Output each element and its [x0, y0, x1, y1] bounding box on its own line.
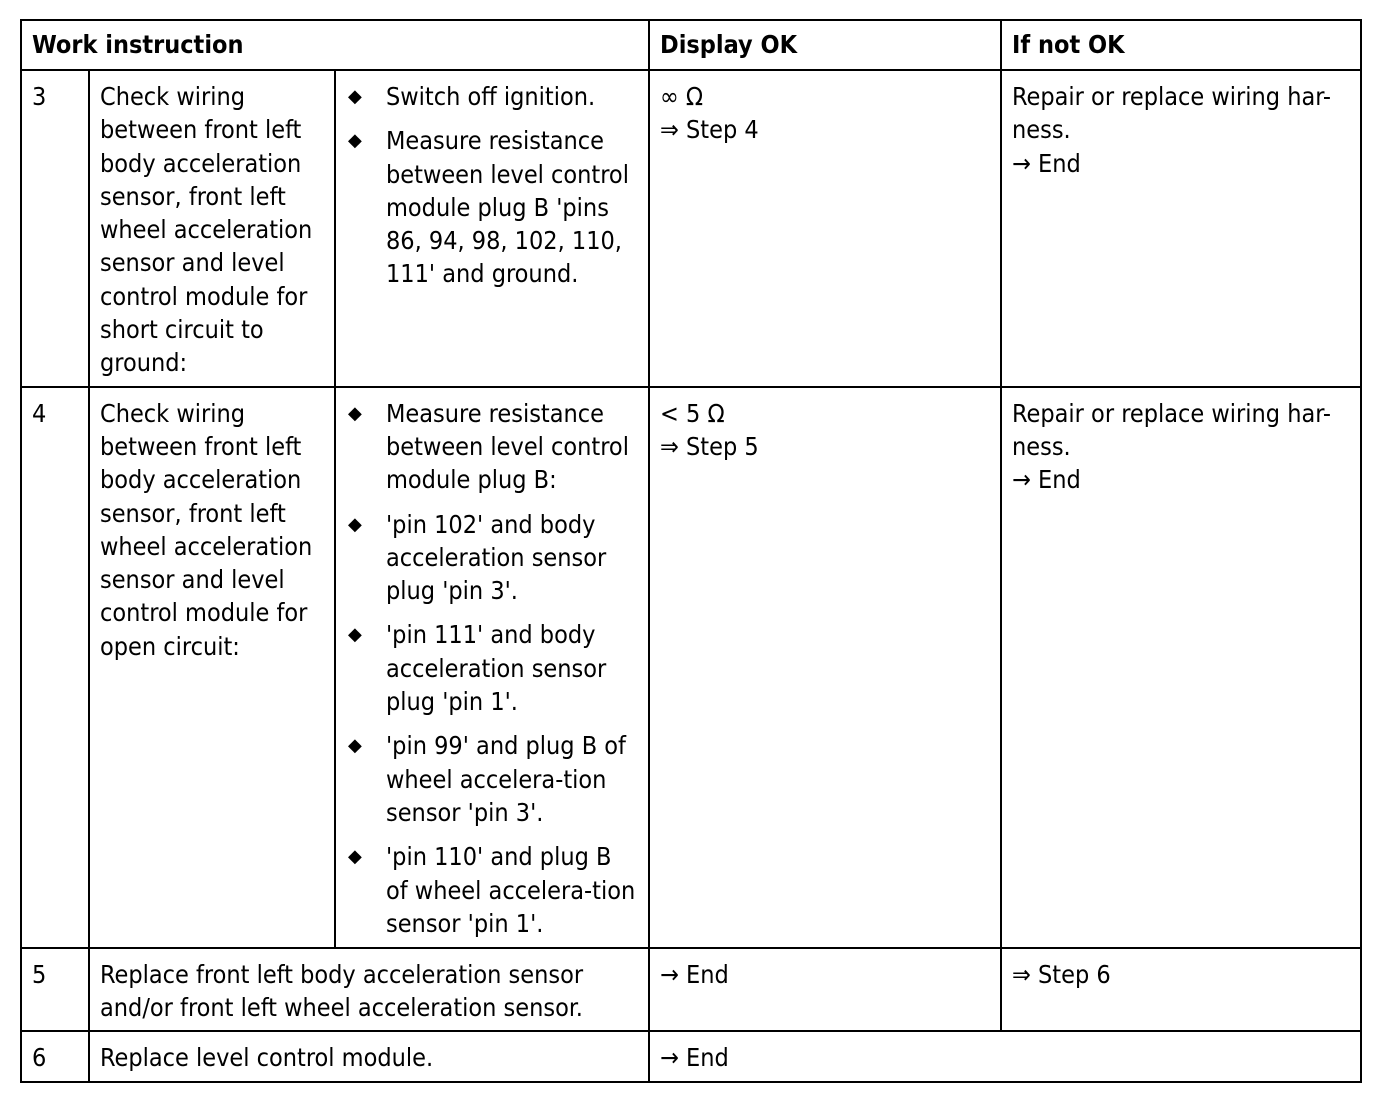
- work-instruction-table: [20, 19, 1362, 1083]
- table-row-step-3: [21, 70, 1361, 387]
- table-row-step-4: [21, 387, 1361, 948]
- header-display-ok: Display OK: [649, 20, 1001, 70]
- list-item: [346, 729, 638, 829]
- header-if-not-ok: If not OK: [1001, 20, 1361, 70]
- diamond-bullet-icon: ◆: [348, 130, 362, 152]
- step-instruction: Replace front left body acceleration sensor and/or front left wheel acceleration sensor.: [89, 948, 649, 1032]
- if-not-ok-next: → End: [1012, 465, 1081, 495]
- list-item: [346, 840, 638, 940]
- display-ok-value: < 5 Ω: [660, 398, 725, 428]
- diamond-bullet-icon: ◆: [348, 846, 362, 868]
- table-header-row: [21, 20, 1361, 70]
- diamond-bullet-icon: ◆: [348, 86, 362, 107]
- action-text: Measure resistance between level control module plug B:: [386, 398, 629, 495]
- action-list: [346, 397, 638, 940]
- list-item: [346, 80, 638, 113]
- action-text: 'pin 102' and body acceleration sensor plug 'pin 3'.: [386, 509, 607, 606]
- if-not-ok-action: Repair or replace wiring har-ness.: [1012, 398, 1332, 461]
- header-work-instruction: Work instruction: [21, 20, 649, 70]
- diamond-bullet-icon: ◆: [348, 402, 362, 424]
- table-row-step-5: [21, 948, 1361, 1032]
- if-not-ok-cell: [1001, 70, 1361, 387]
- action-text: Measure resistance between level control module plug B 'pins 86, 94, 98, 102, 110, 111' and ground.: [386, 126, 629, 289]
- diamond-bullet-icon: ◆: [348, 624, 362, 646]
- step-number: 5: [21, 948, 89, 1032]
- step-title: Check wiring between front left body acceleration sensor, front left wheel acceleration sensor and level control module for open circuit:: [89, 387, 335, 948]
- display-ok-cell: [649, 387, 1001, 948]
- list-item: [346, 618, 638, 718]
- if-not-ok-next: → End: [1012, 148, 1081, 178]
- action-text: 'pin 99' and plug B of wheel accelera-tion sensor 'pin 3'.: [386, 731, 626, 827]
- display-ok-cell: → End: [649, 1031, 1361, 1081]
- diamond-bullet-icon: ◆: [348, 513, 362, 535]
- step-number: 6: [21, 1031, 89, 1081]
- step-actions: [335, 70, 649, 387]
- action-list: [346, 80, 638, 291]
- if-not-ok-cell: ⇒ Step 6: [1001, 948, 1361, 1032]
- if-not-ok-action: Repair or replace wiring har-ness.: [1012, 82, 1332, 145]
- step-instruction: Replace level control module.: [89, 1031, 649, 1081]
- display-ok-next: ⇒ Step 4: [660, 115, 759, 145]
- step-title: Check wiring between front left body acceleration sensor, front left wheel acceleration sensor and level control module for short circuit to ground:: [89, 70, 335, 387]
- display-ok-value: ∞ Ω: [660, 82, 704, 111]
- diamond-bullet-icon: ◆: [348, 735, 362, 757]
- step-number: 4: [21, 387, 89, 948]
- action-text: 'pin 110' and plug B of wheel accelera-tion sensor 'pin 1'.: [386, 842, 636, 938]
- step-actions: [335, 387, 649, 948]
- action-text: 'pin 111' and body acceleration sensor plug 'pin 1'.: [386, 620, 607, 717]
- display-ok-next: ⇒ Step 5: [660, 431, 759, 461]
- table-row-step-6: [21, 1031, 1361, 1081]
- list-item: [346, 397, 638, 497]
- step-number: 3: [21, 70, 89, 387]
- if-not-ok-cell: [1001, 387, 1361, 948]
- list-item: [346, 124, 638, 290]
- display-ok-cell: [649, 70, 1001, 387]
- action-text: Switch off ignition.: [386, 82, 596, 111]
- display-ok-cell: → End: [649, 948, 1001, 1032]
- list-item: [346, 508, 638, 608]
